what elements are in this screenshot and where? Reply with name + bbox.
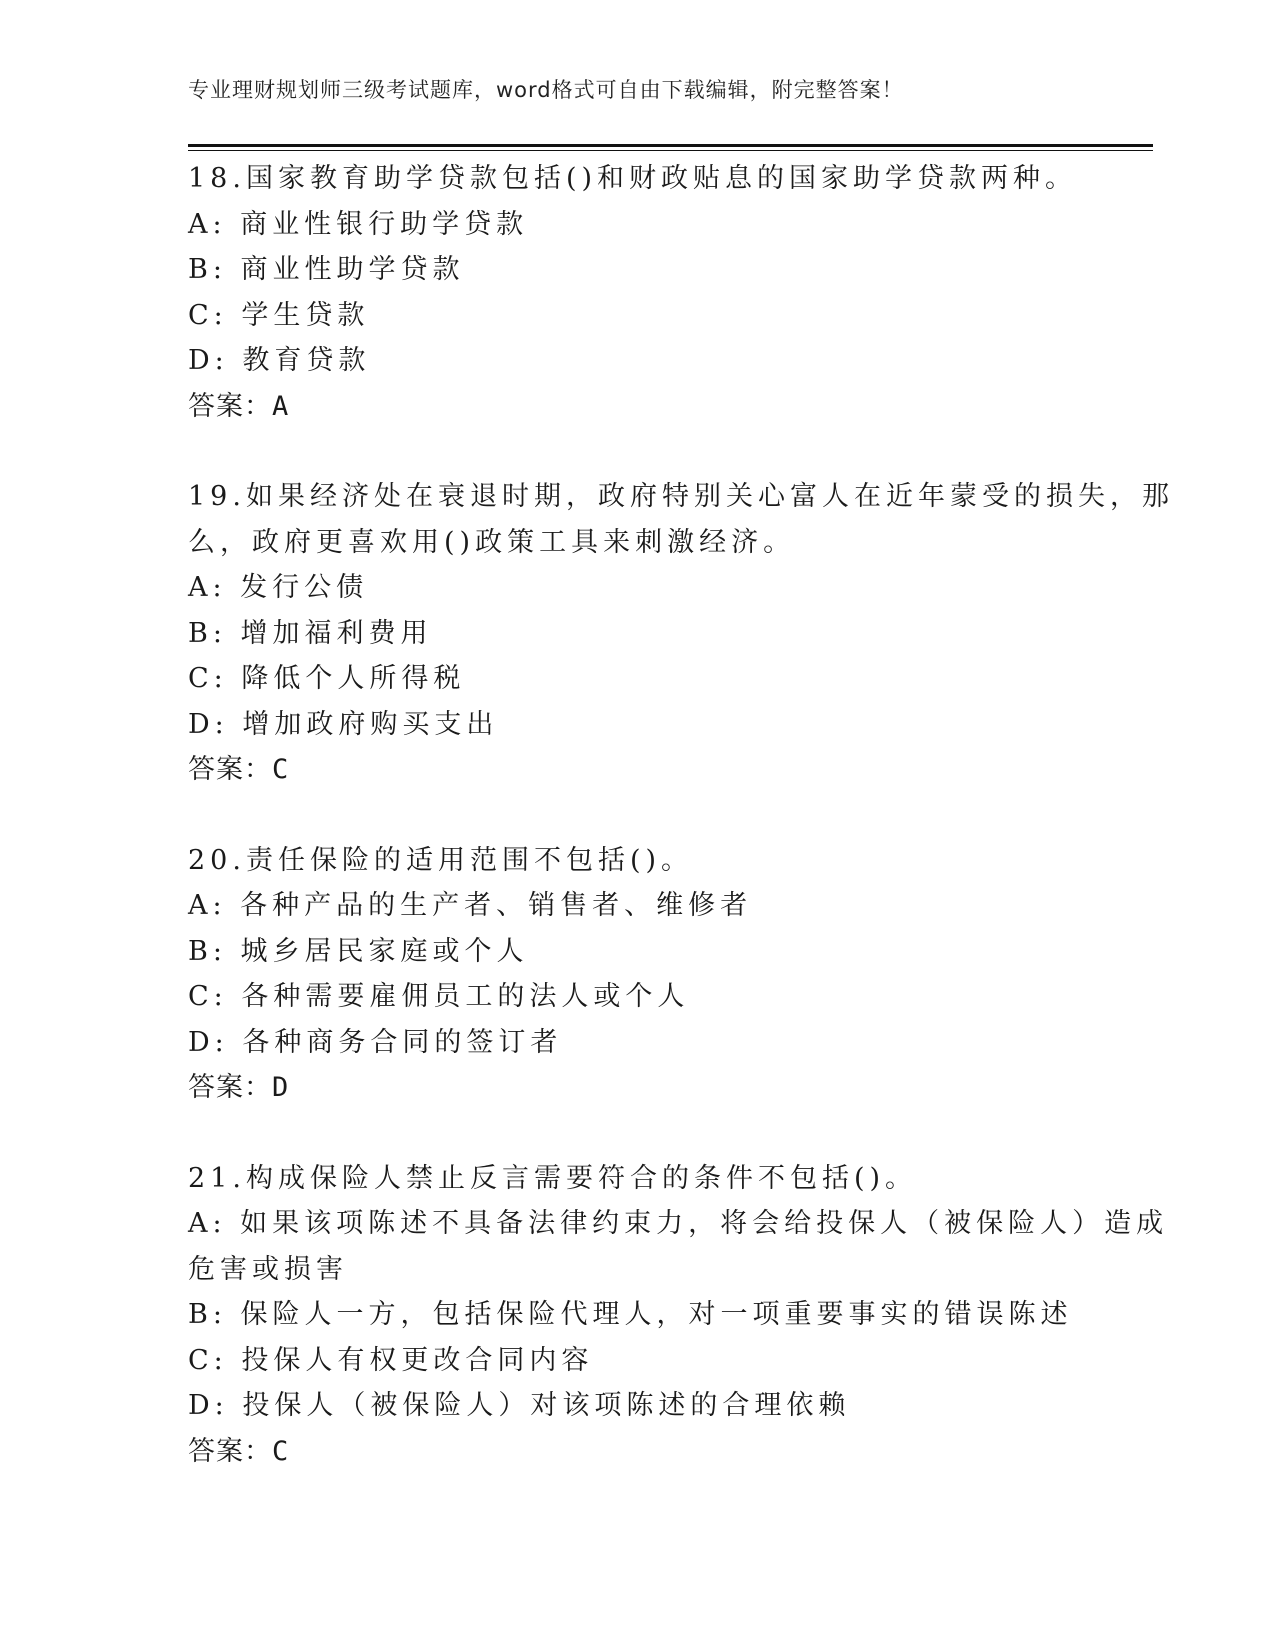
option-a-continuation: 危害或损害	[188, 1253, 348, 1285]
option-c: C: 学生贷款	[188, 299, 370, 331]
question-stem-continuation: 么，政府更喜欢用()政策工具来刺激经济。	[188, 526, 796, 558]
header-rule-thick	[188, 144, 1153, 147]
answer-value: C	[272, 1435, 290, 1467]
header-rule-thin	[188, 150, 1153, 151]
option-c: C: 投保人有权更改合同内容	[188, 1344, 594, 1376]
option-d: D: 增加政府购买支出	[188, 708, 499, 740]
question-18	[188, 156, 1088, 429]
option-d: D: 投保人（被保险人）对该项陈述的合理依赖	[188, 1390, 851, 1421]
option-b: B: 商业性助学贷款	[188, 254, 465, 285]
answer-label: 答案：	[188, 390, 272, 422]
option-a: A: 各种产品的生产者、销售者、维修者	[188, 890, 753, 921]
answer-line	[188, 384, 1088, 430]
option-b: B: 保险人一方，包括保险代理人，对一项重要事实的错误陈述	[188, 1299, 1073, 1330]
option-a: A: 商业性银行助学贷款	[188, 208, 529, 240]
question-21	[188, 1156, 1169, 1475]
question-stem: 20.责任保险的适用范围不包括()。	[188, 844, 694, 876]
answer-label: 答案：	[188, 1435, 272, 1467]
answer-value: C	[272, 754, 290, 785]
answer-line	[188, 1065, 1088, 1111]
page-header: 专业理财规划师三级考试题库，word格式可自由下载编辑，附完整答案！	[188, 78, 904, 102]
answer-value: D	[272, 1072, 290, 1103]
answer-line	[188, 1429, 1088, 1475]
answer-line	[188, 747, 1088, 793]
question-19	[188, 474, 1174, 793]
question-list	[188, 156, 1174, 1519]
option-a: A: 如果该项陈述不具备法律约束力，将会给投保人（被保险人）造成	[188, 1208, 1169, 1239]
question-stem: 18.国家教育助学贷款包括()和财政贴息的国家助学贷款两种。	[188, 163, 1078, 194]
question-stem: 21.构成保险人禁止反言需要符合的条件不包括()。	[188, 1162, 918, 1194]
option-a: A: 发行公债	[188, 572, 369, 603]
answer-label: 答案：	[188, 1072, 272, 1103]
answer-value: A	[272, 390, 290, 422]
answer-label: 答案：	[188, 754, 272, 785]
option-d: D: 各种商务合同的签订者	[188, 1026, 563, 1058]
option-d: D: 教育贷款	[188, 345, 371, 376]
question-20	[188, 838, 1088, 1111]
option-b: B: 增加福利费用	[188, 617, 433, 649]
option-c: C: 降低个人所得税	[188, 663, 466, 694]
option-b: B: 城乡居民家庭或个人	[188, 935, 529, 967]
question-stem: 19.如果经济处在衰退时期，政府特别关心富人在近年蒙受的损失，那	[188, 481, 1174, 512]
option-c: C: 各种需要雇佣员工的法人或个人	[188, 981, 690, 1012]
